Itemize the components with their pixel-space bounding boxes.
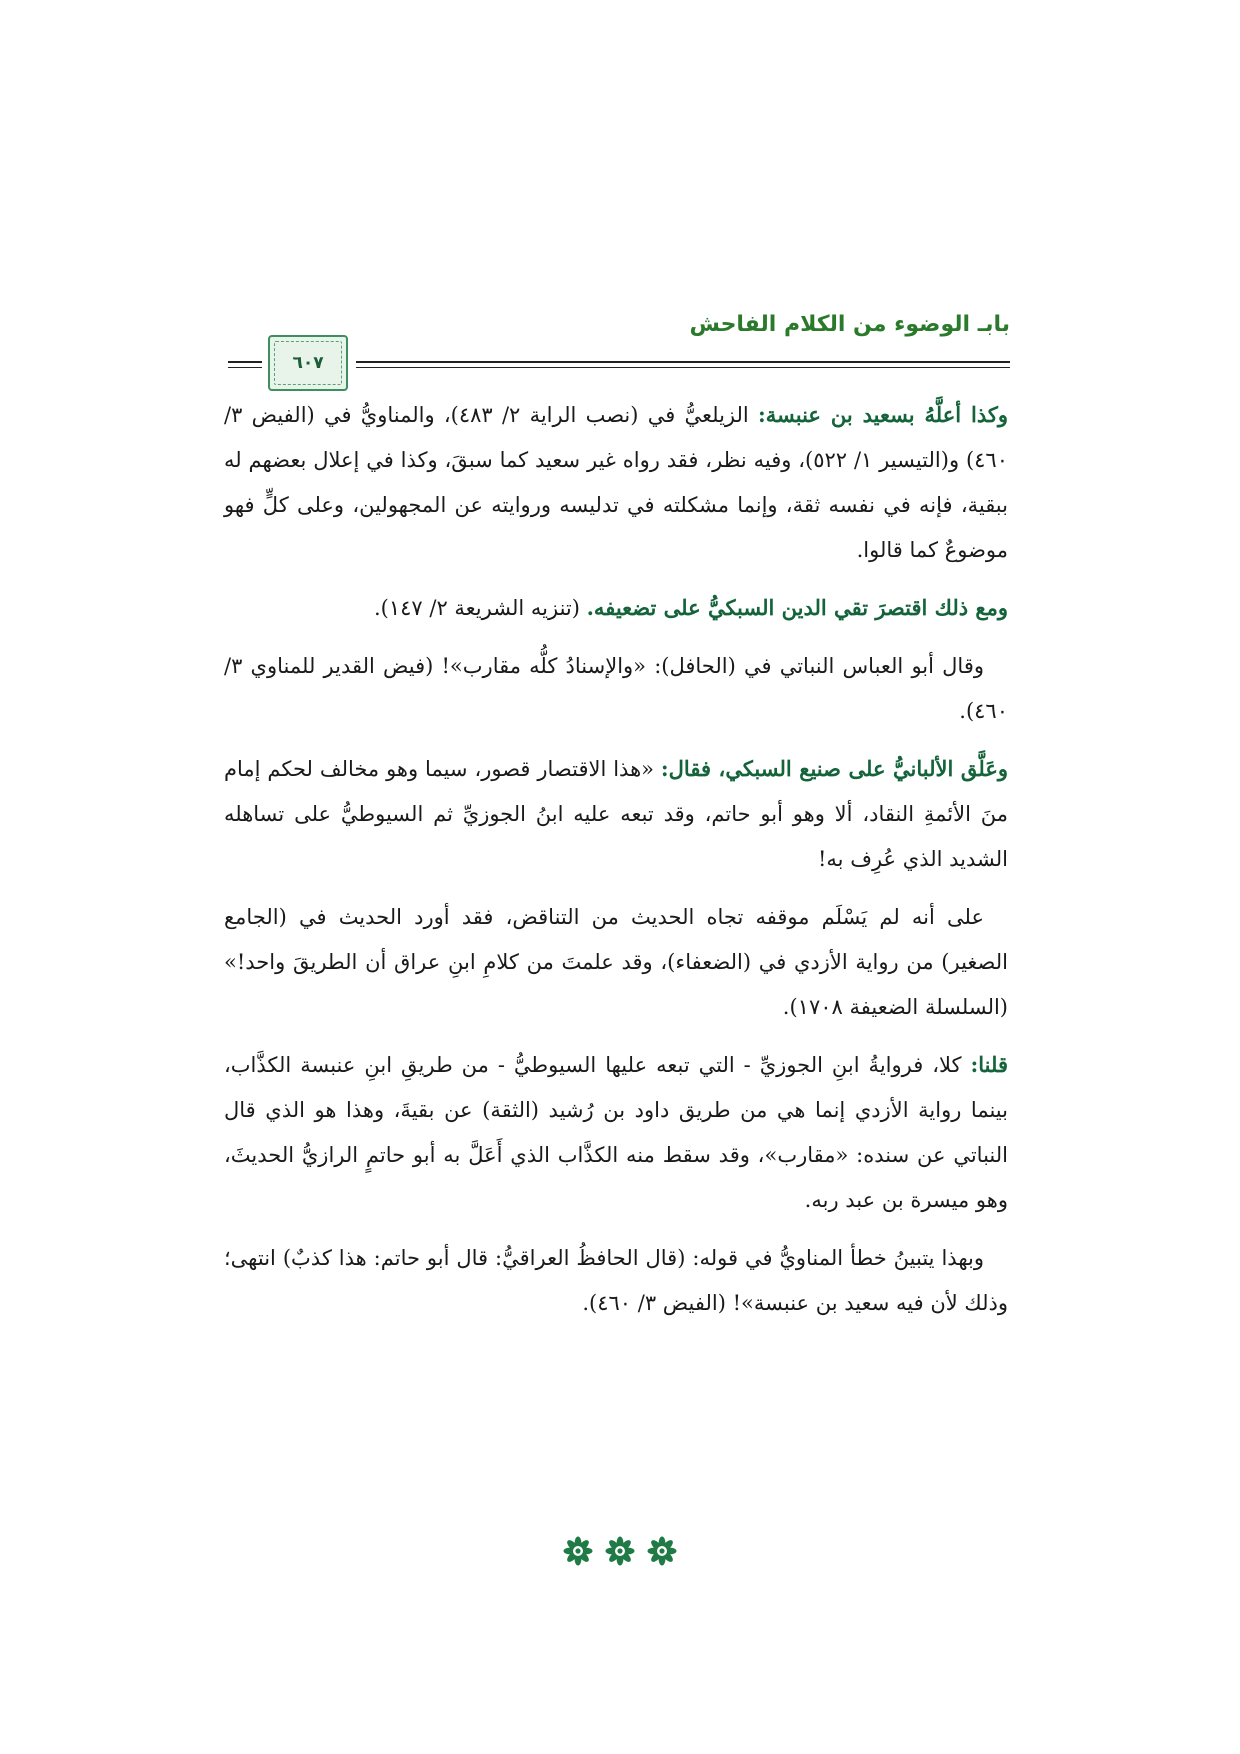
paragraph-lead: ومع ذلك اقتصرَ تقي الدين السبكيُّ على تضعيفه. [586, 595, 1008, 620]
paragraph-text: على أنه لم يَسْلَم موقفه تجاه الحديث من التناقض، فقد أورد الحديث في (الجامع الصغير) من رواية الأزدي في (الضعفاء)، وقد علمتَ من كلامِ ابنِ عراق أن الطريقَ واحد!» (السلسلة الضعيفة ١٧٠٨). [224, 905, 1008, 1019]
paragraph-lead: وعَلَّق الألبانيُّ على صنيع السبكي، فقال: [660, 756, 1009, 781]
page-header [228, 312, 1010, 382]
paragraph-text: الزيلعيُّ في (نصب الراية ٢/ ٤٨٣)، والمناويُّ في (الفيض ٣/ ٤٦٠) و(التيسير ١/ ٥٢٢)، وفيه نظر، فقد رواه غير سعيد كما سبقَ، وكذا في إعلال بعضهم له ببقية، فإنه في نفسه ثقة، وإنما مشكلته في تدليسه وروايته عن المجهولين، وعلى كلٍّ فهو موضوعٌ كما قالوا. [224, 403, 1008, 562]
paragraph [224, 1235, 1008, 1326]
paragraph [224, 1042, 1008, 1223]
paragraph-text: (تنزيه الشريعة ٢/ ١٤٧). [373, 596, 587, 620]
header-rule [228, 361, 262, 363]
section-end-ornaments [0, 1536, 1240, 1570]
paragraph [224, 585, 1008, 631]
paragraph-text: وبهذا يتبينُ خطأ المناويُّ في قوله: (قال الحافظُ العراقيُّ: قال أبو حاتم: هذا كذبٌ) انتهى؛ وذلك لأن فيه سعيد بن عنبسة»! (الفيض ٣/ ٤٦٠). [224, 1246, 1008, 1315]
rosette-ornament-icon [605, 1536, 635, 1566]
paragraph-lead: قلنا: [970, 1052, 1008, 1077]
paragraph [224, 746, 1008, 882]
paragraph-lead: وكذا أعلَّهُ بسعيد بن عنبسة: [758, 402, 1009, 427]
rosette-ornament-icon [563, 1536, 593, 1566]
header-rule [228, 367, 262, 368]
chapter-title: بابـ الوضوء من الكلام الفاحش [689, 312, 1010, 337]
rosette-ornament-icon [647, 1536, 677, 1566]
header-rule [356, 367, 1010, 368]
page-number: ٦٠٧ [292, 353, 324, 373]
paragraph-text: «هذا الاقتصار قصور، سيما وهو مخالف لحكم إمام منَ الأئمةِ النقاد، ألا وهو أبو حاتم، وقد تبعه عليه ابنُ الجوزيِّ ثم السيوطيُّ على تساهله الشديد الذي عُرِف به! [224, 757, 1008, 871]
paragraph [224, 643, 1008, 734]
paragraph [224, 894, 1008, 1030]
body-text [224, 392, 1008, 1338]
paragraph-text: وقال أبو العباس النباتي في (الحافل): «والإسنادُ كلُّه مقارب»! (فيض القدير للمناوي ٣/ ٤٦٠). [224, 654, 1008, 723]
paragraph [224, 392, 1008, 573]
page-number-badge [268, 335, 348, 391]
header-rule [356, 361, 1010, 363]
paragraph-text: كلا، فروايةُ ابنِ الجوزيِّ - التي تبعه عليها السيوطيُّ - من طريقِ ابنِ عنبسة الكذَّاب، بينما رواية الأزدي إنما هي من طريق داود بن رُشيد (الثقة) عن بقيةَ، وهذا هو الذي قال النباتي عن سنده: «مقارب»، وقد سقط منه الكذَّاب الذي أَعَلَّ به أبو حاتمٍ الرازيُّ الحديثَ، وهو ميسرة بن عبد ربه. [224, 1053, 1008, 1212]
